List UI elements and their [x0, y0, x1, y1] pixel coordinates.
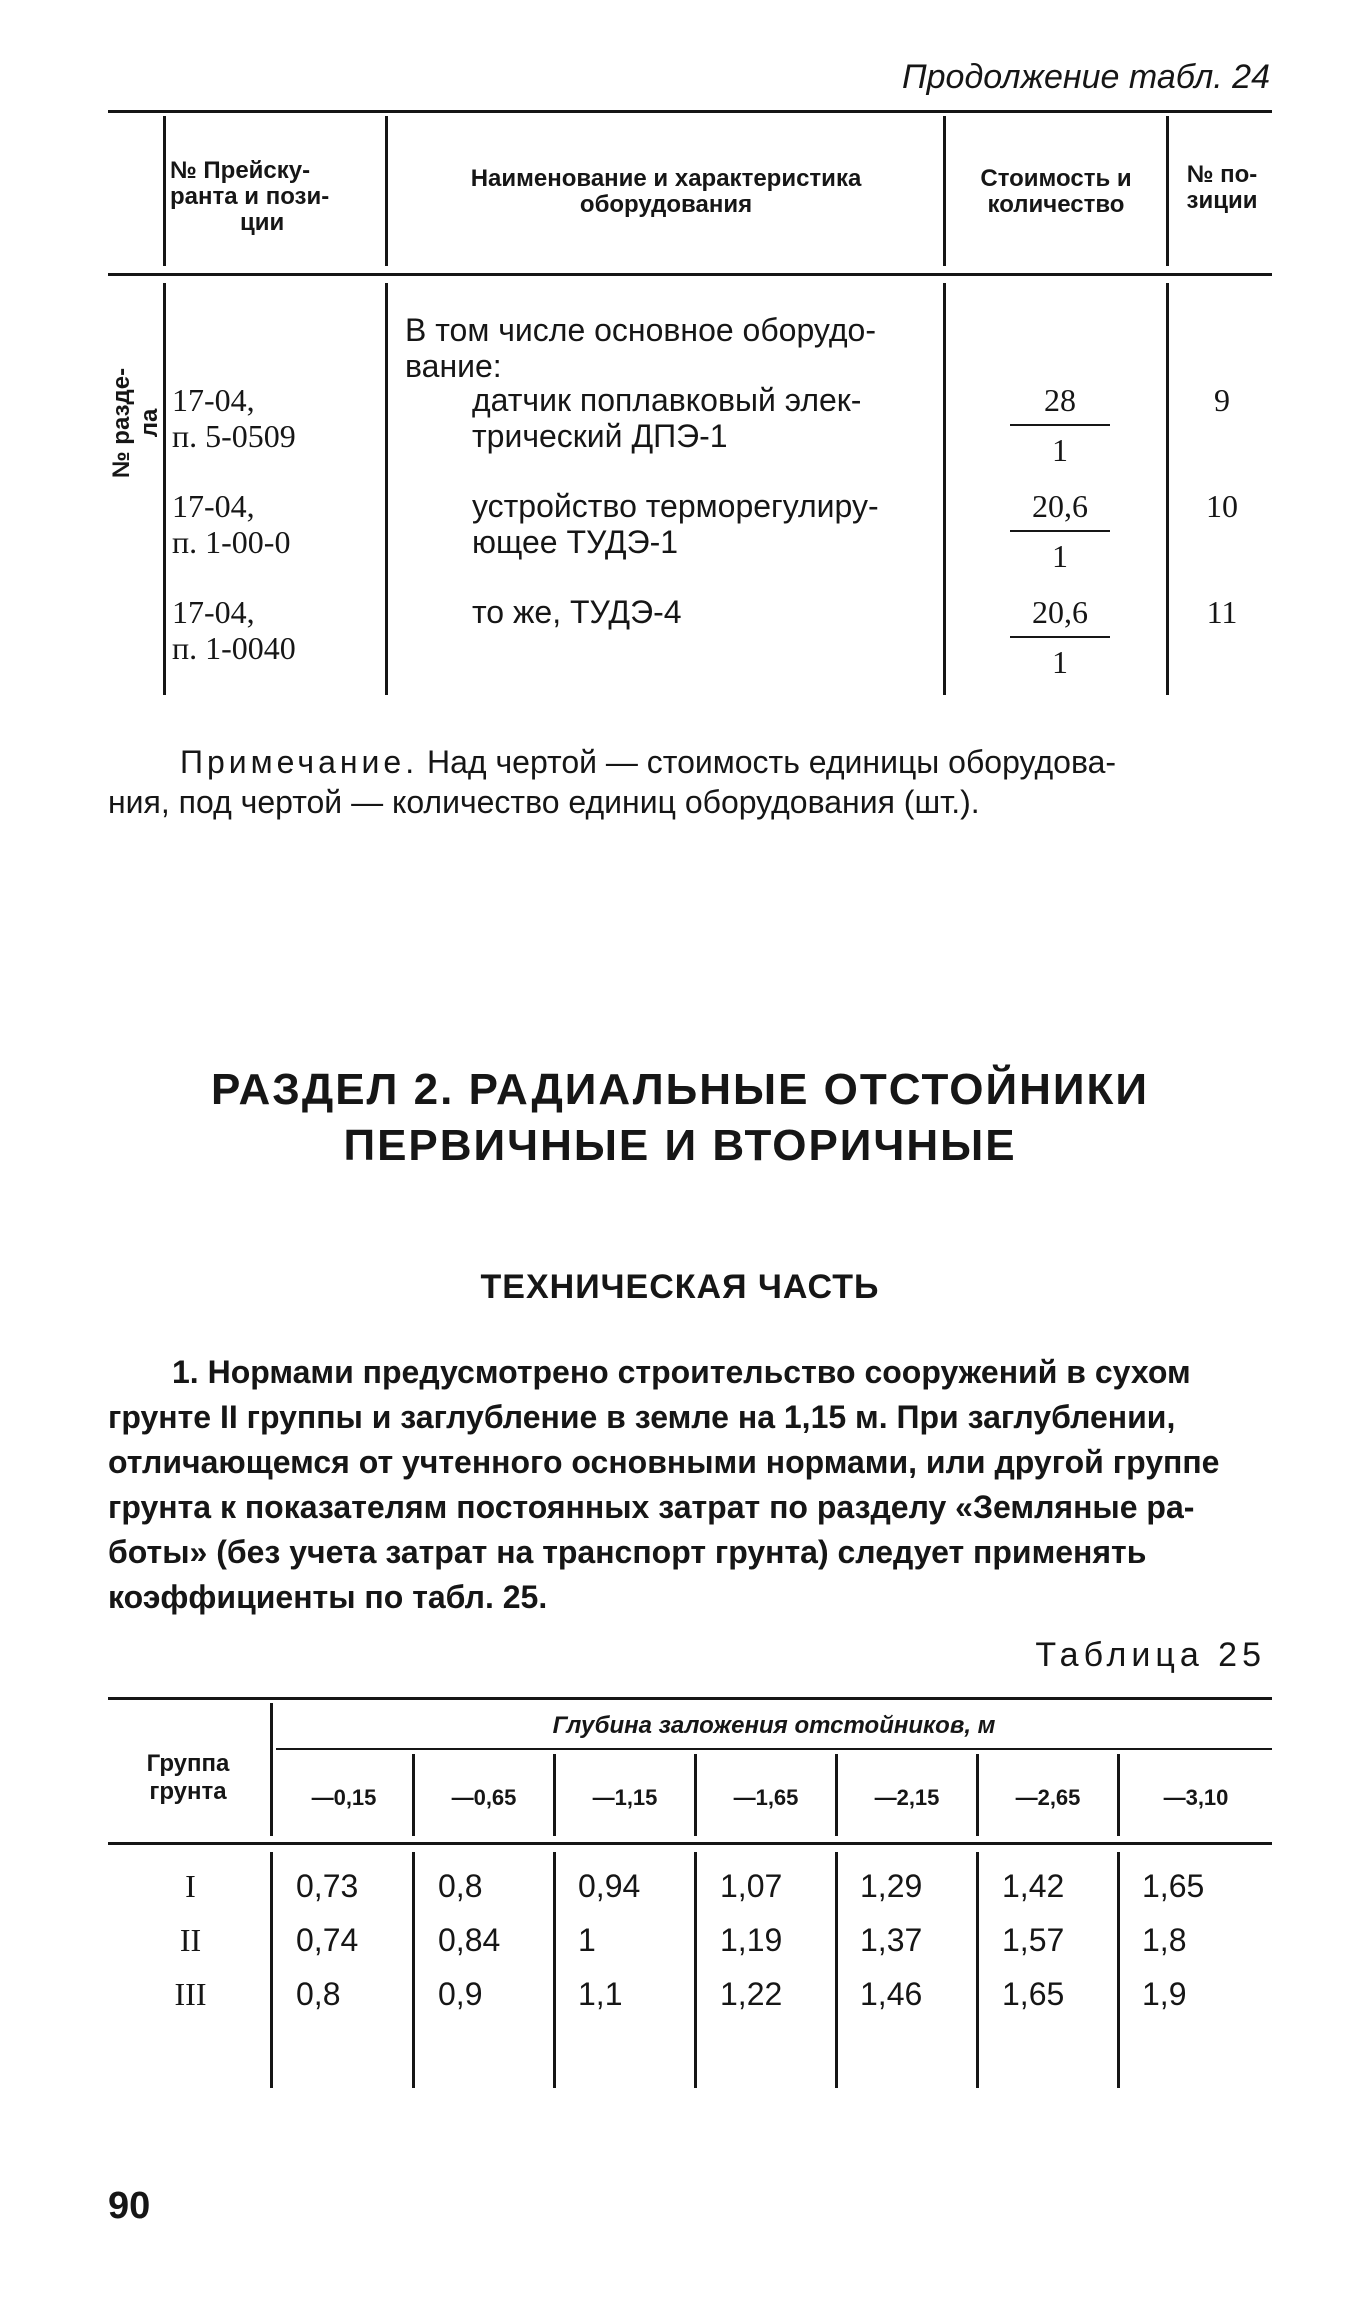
row-pricelist-line2: п. 5-0509	[172, 418, 296, 454]
row-value: 1,42	[1002, 1868, 1065, 1904]
row-value: 0,94	[578, 1868, 641, 1904]
row-qty: 1	[1052, 432, 1068, 468]
row-group: II	[179, 1922, 202, 1958]
row-value: 0,74	[296, 1922, 359, 1958]
section-title-line2: ПЕРВИЧНЫЕ И ВТОРИЧНЫЕ	[343, 1121, 1017, 1170]
row-pricelist-line1: 17-04,	[172, 382, 255, 418]
paragraph-line: грунта к показателям постоянных затрат по разделу «Земляные ра-	[108, 1489, 1195, 1525]
fraction-bar	[1010, 530, 1110, 532]
depth-col: —3,10	[1163, 1785, 1229, 1810]
paragraph-line: грунте II группы и заглубление в земле на 1,15 м. При заглублении,	[108, 1399, 1176, 1435]
note-text-line2: ния, под чертой — количество единиц оборудования (шт.).	[108, 784, 980, 820]
depth-col: —1,15	[592, 1785, 658, 1810]
header-cost-line1: Стоимость и	[980, 165, 1132, 192]
row-value: 0,8	[438, 1868, 483, 1904]
depth-col: —0,15	[311, 1785, 377, 1810]
col-sep	[163, 116, 166, 266]
col-sep	[1166, 283, 1169, 695]
row-value: 1,9	[1142, 1976, 1187, 2012]
header-position	[1172, 162, 1272, 214]
row-value: 1,22	[720, 1976, 783, 2012]
header-section-no-line1: № разде-	[108, 367, 135, 479]
col-sep	[1166, 116, 1169, 266]
fraction-bar	[1010, 636, 1110, 638]
table-note	[108, 742, 1280, 822]
row-value: 1,19	[720, 1922, 783, 1958]
row-value: 1	[578, 1922, 596, 1958]
row-name-line1: устройство терморегулиру-	[472, 488, 879, 524]
row-name-line1: датчик поплавковый элек-	[472, 382, 862, 418]
table-top-rule	[108, 110, 1272, 113]
row-pricelist-line1: 17-04,	[172, 594, 255, 630]
row-position: 10	[1206, 488, 1238, 524]
header-name-line2: оборудования	[579, 191, 753, 218]
header-cost-line2: количество	[987, 191, 1125, 218]
row-qty: 1	[1052, 644, 1068, 680]
header-name	[392, 166, 940, 218]
continuation-label: Продолжение табл. 24	[902, 58, 1270, 96]
row-value: 0,73	[296, 1868, 359, 1904]
header-name-line1: Наименование и характеристика	[470, 165, 862, 192]
table-row	[172, 594, 296, 666]
header-soil-group-line2: грунта	[149, 1778, 227, 1805]
col-sep	[270, 1703, 273, 1836]
row-value: 1,65	[1142, 1868, 1205, 1904]
row-name	[472, 488, 942, 560]
table-header-rule	[108, 1842, 1272, 1845]
row-cost: 20,6	[1032, 488, 1088, 524]
row-value: 1,57	[1002, 1922, 1065, 1958]
col-sep	[385, 283, 388, 695]
row-pricelist-line1: 17-04,	[172, 488, 255, 524]
table-subheader-rule	[276, 1748, 1272, 1750]
row-cost: 28	[1044, 382, 1076, 418]
row-pricelist-line2: п. 1-00-0	[172, 524, 291, 560]
table-intro-line2: вание:	[405, 348, 502, 384]
fraction-bar	[1010, 424, 1110, 426]
tech-part-title: ТЕХНИЧЕСКАЯ ЧАСТЬ	[480, 1268, 880, 1306]
paragraph-line: отличающемся от учтенного основными нормами, или другой группе	[108, 1444, 1220, 1480]
row-name	[472, 382, 942, 454]
table-row	[172, 382, 296, 454]
col-sep	[943, 283, 946, 695]
paragraph-line: боты» (без учета затрат на транспорт грунта) следует применять	[108, 1534, 1147, 1570]
depth-col: —1,65	[733, 1785, 799, 1810]
paragraph-line: коэффициенты по табл. 25.	[108, 1579, 548, 1615]
header-pos-line1: № по-	[1186, 161, 1258, 188]
paragraph-line: 1. Нормами предусмотрено строительство сооружений в сухом	[172, 1354, 1191, 1390]
header-cost	[950, 166, 1162, 218]
table-top-rule	[108, 1697, 1272, 1700]
col-sep	[385, 116, 388, 266]
header-pricelist	[170, 158, 385, 236]
row-position: 11	[1206, 594, 1238, 630]
table-row	[172, 488, 290, 560]
row-value: 1,65	[1002, 1976, 1065, 2012]
table-header-rule	[108, 273, 1272, 276]
depth-col: —2,65	[1015, 1785, 1081, 1810]
note-text-line1: Над чертой — стоимость единицы оборудова-	[418, 744, 1117, 780]
depth-col: —2,15	[874, 1785, 940, 1810]
row-name-line2: трический ДПЭ-1	[472, 418, 728, 454]
row-value: 1,1	[578, 1976, 623, 2012]
table-intro	[405, 312, 935, 384]
header-pos-line2: зиции	[1186, 187, 1258, 214]
row-name-line1: то же, ТУДЭ-4	[472, 594, 682, 630]
row-pricelist-line2: п. 1-0040	[172, 630, 296, 666]
row-group: I	[185, 1868, 196, 1904]
row-name-line2: ющее ТУДЭ-1	[472, 524, 679, 560]
row-name	[472, 594, 942, 630]
row-value: 0,84	[438, 1922, 501, 1958]
row-value: 1,37	[860, 1922, 923, 1958]
section-title-line1: РАЗДЕЛ 2. РАДИАЛЬНЫЕ ОТСТОЙНИКИ	[211, 1065, 1149, 1114]
row-value: 1,29	[860, 1868, 923, 1904]
row-value: 1,07	[720, 1868, 783, 1904]
table-25-label: Таблица 25	[1035, 1636, 1266, 1674]
row-position: 9	[1214, 382, 1230, 418]
paragraph-1	[108, 1350, 1268, 1620]
table-intro-line1: В том числе основное оборудо-	[405, 312, 876, 348]
row-value: 0,8	[296, 1976, 341, 2012]
note-label: Примечание.	[180, 744, 419, 780]
row-value: 0,9	[438, 1976, 483, 2012]
header-section-no-line2: ла	[136, 408, 163, 438]
row-qty: 1	[1052, 538, 1068, 574]
header-pricelist-line1: № Прейску-	[170, 157, 311, 184]
header-depth: Глубина заложения отстойников, м	[552, 1712, 996, 1739]
table-row	[108, 1976, 1272, 2036]
header-soil-group	[108, 1750, 268, 1806]
table-row	[108, 1868, 1272, 1928]
row-cost: 20,6	[1032, 594, 1088, 630]
section-title	[100, 1062, 1260, 1174]
row-value: 1,8	[1142, 1922, 1187, 1958]
row-value: 1,46	[860, 1976, 923, 2012]
header-pricelist-line3: ции	[240, 209, 285, 236]
col-sep	[943, 116, 946, 266]
row-group: III	[174, 1976, 207, 2012]
header-soil-group-line1: Группа	[146, 1750, 230, 1777]
header-pricelist-line2: ранта и пози-	[170, 183, 330, 210]
page-number: 90	[108, 2185, 151, 2227]
table-row	[108, 1922, 1272, 1982]
depth-col: —0,65	[451, 1785, 517, 1810]
